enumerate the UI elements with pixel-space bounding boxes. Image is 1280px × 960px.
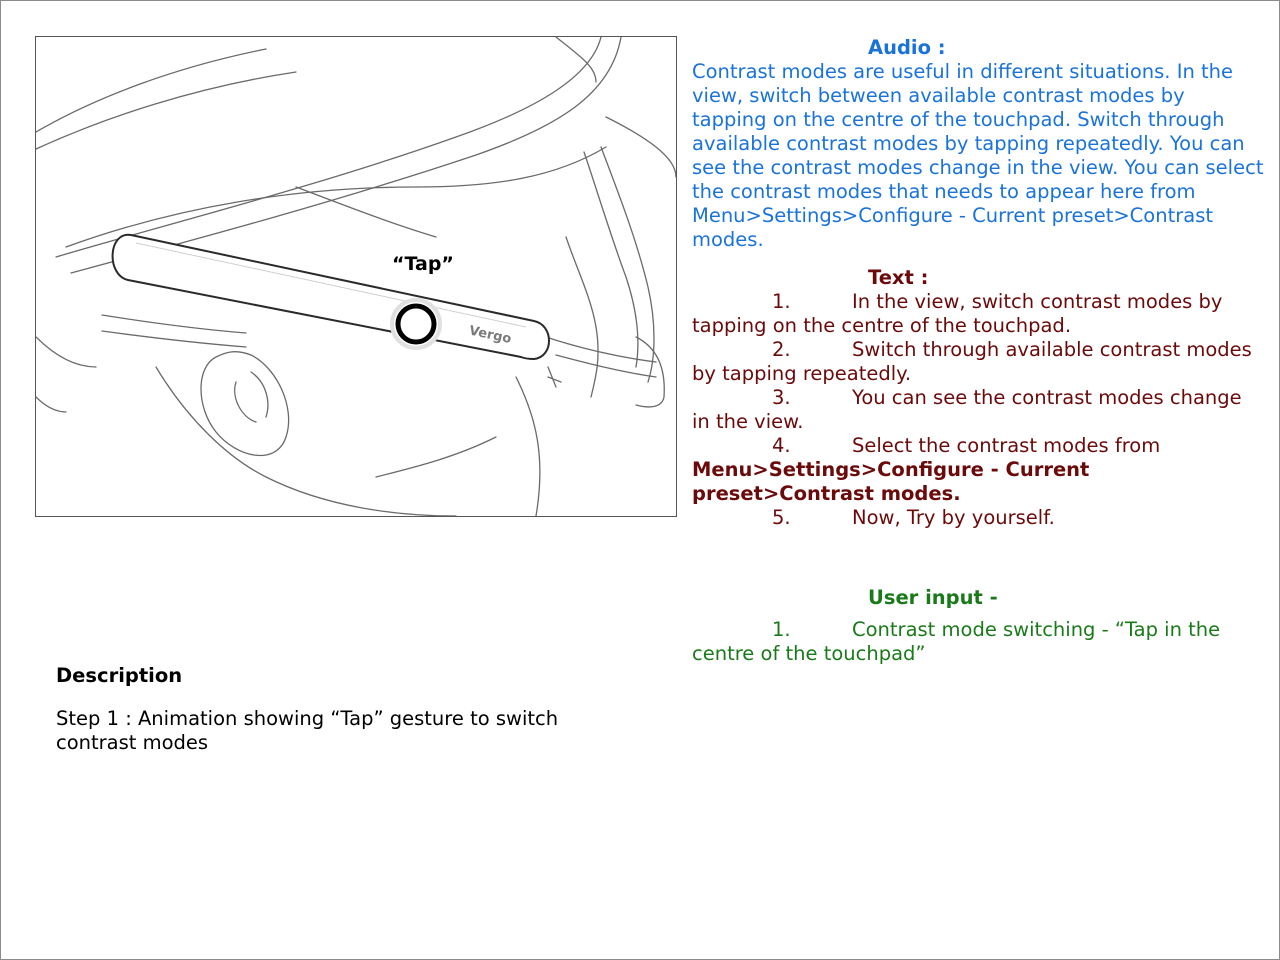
text-heading: Text :	[868, 266, 929, 289]
brand-text: Vergo	[467, 323, 513, 348]
audio-body: Contrast modes are useful in different situations. In the view, switch between available contrast modes by tapping on the centre of the touchpad. Switch through available contrast modes by tapping repeatedly. You can see the contrast modes change in the view. You can select the contrast modes that needs to appear here from Menu>Settings>Configure - Current preset>Contrast modes.	[692, 60, 1264, 251]
user-input-item-1	[692, 618, 1264, 666]
text-item-number: 3.	[772, 386, 791, 409]
tap-gesture-label: “Tap”	[392, 253, 454, 275]
text-item-text: You can see the contrast modes change in the view.	[692, 386, 1242, 433]
description-block	[56, 664, 616, 755]
text-item-number: 2.	[772, 338, 791, 361]
audio-section	[692, 36, 1264, 252]
text-item-text: Now, Try by yourself.	[852, 506, 1055, 529]
audio-heading: Audio :	[868, 36, 946, 59]
text-item-5	[692, 506, 1264, 530]
user-input-item-text: Contrast mode switching - “Tap in the centre of the touchpad”	[692, 618, 1221, 665]
text-item-number: 1.	[772, 290, 791, 313]
user-input-item-number: 1.	[772, 618, 791, 641]
description-heading: Description	[56, 664, 183, 687]
user-input-section	[692, 586, 1264, 666]
text-section	[692, 266, 1264, 530]
text-item-4	[692, 434, 1264, 506]
text-item-1	[692, 290, 1264, 338]
text-item-text: Select the contrast modes from	[852, 434, 1161, 457]
text-item-number: 5.	[772, 506, 791, 529]
text-item-text: Switch through available contrast modes by tapping repeatedly.	[692, 338, 1252, 385]
headset-illustration	[35, 36, 677, 517]
menu-path: Menu>Settings>Configure - Current preset>Contrast modes.	[692, 458, 1090, 505]
headset-sketch	[36, 37, 676, 516]
description-body: Step 1 : Animation showing “Tap” gesture to switch contrast modes	[56, 707, 559, 754]
instructions-panel	[692, 36, 1264, 666]
user-input-heading: User input -	[868, 586, 998, 609]
text-item-text: In the view, switch contrast modes by tapping on the centre of the touchpad.	[692, 290, 1223, 337]
text-item-number: 4.	[772, 434, 791, 457]
text-item-2	[692, 338, 1264, 386]
tap-circle-icon	[392, 300, 440, 348]
text-item-3	[692, 386, 1264, 434]
